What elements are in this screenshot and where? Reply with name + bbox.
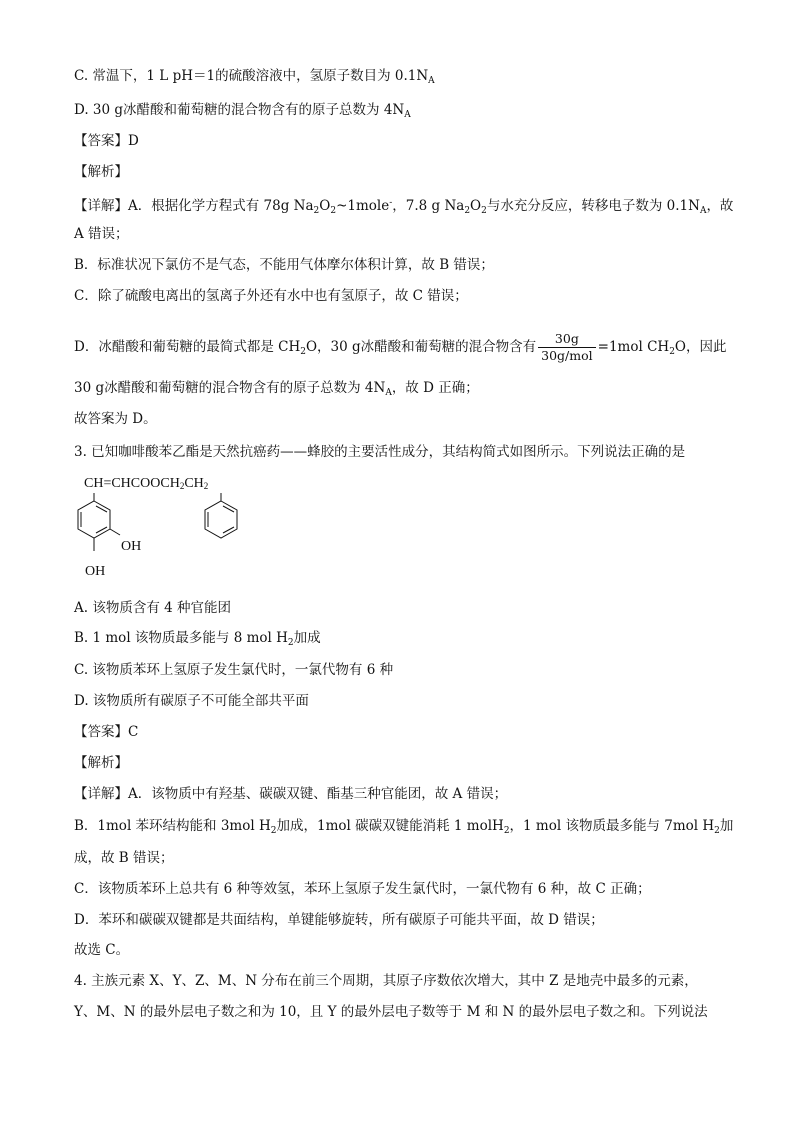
hydroxyl-label-1: OH (121, 539, 142, 554)
q3-option-a: A. 该物质含有 4 种官能团 (74, 600, 232, 616)
q3-answer: 【答案】C (74, 724, 139, 740)
q3-detail-d: D．苯环和碳碳双键都是共面结构，单键能够旋转，所有碳原子可能共平面，故 D 错误； (74, 912, 604, 928)
q2-analysis-label: 【解析】 (74, 164, 128, 180)
fraction-denominator: 30g/mol (541, 348, 593, 363)
side-chain-label: $CH=CHCOOCH_2CH_2$ (84, 476, 209, 491)
q3-option-d: D. 该物质所有碳原子不可能全部共平面 (74, 693, 309, 709)
q3-option-c: C. 该物质苯环上氢原子发生氯代时，一氯代物有 6 种 (74, 662, 394, 678)
fraction-numerator: 30g (538, 331, 596, 348)
q3-conclusion: 故选 C。 (74, 942, 130, 958)
q3-option-b: B. 1 mol 该物质最多能与 8 mol $H_2$加成 (74, 630, 321, 648)
fraction (538, 331, 596, 364)
q3-detail-b: B．1mol 苯环结构能和 3mol $H_2$加成，1mol 碳碳双键能消耗 1 molH$_2$，1 mol 该物质最多能与 7mol $H_2$加 (74, 818, 734, 836)
q2-detail-d: D．冰醋酸和葡萄糖的最简式都是 $CH_2O$，30 g冰醋酸和葡萄糖的混合物含有 $\frac{30g}{\text{30g/mol}}$ =1mol $CH_2O$，因此 (74, 331, 727, 363)
q2-conclusion: 故答案为 D。 (74, 411, 157, 427)
q3-analysis-label: 【解析】 (74, 755, 128, 771)
q2-option-d: D. 30 g冰醋酸和葡萄糖的混合物含有的原子总数为 $4N_A$ (74, 102, 411, 120)
q3-detail-b-cont: 成，故 B 错误； (74, 850, 174, 866)
q4-stem-line-1: 4. 主族元素 X、Y、Z、M、N 分布在前三个周期，其原子序数依次增大，其中 Z 是地壳中最多的元素， (74, 973, 698, 989)
q2-detail-b: B．标准状况下氯仿不是气态，不能用气体摩尔体积计算，故 B 错误； (74, 257, 494, 273)
hydroxyl-label-2: OH (85, 564, 106, 579)
q3-stem: 3. 已知咖啡酸苯乙酯是天然抗癌药——蜂胶的主要活性成分，其结构简式如图所示。下列说法正确的是 (74, 444, 686, 460)
q2-detail-a: 【详解】A．根据化学方程式有 78g $Na_2O_2\sim 1mole^-$，7.8 g $Na_2O_2$与水充分反应，转移电子数为 $0.1N_A$，故 (74, 198, 734, 216)
q2-answer: 【答案】D (74, 133, 139, 149)
q3-detail-a: 【详解】A．该物质中有羟基、碳碳双键、酯基三种官能团，故 A 错误； (74, 786, 508, 802)
q2-detail-c: C．除了硫酸电离出的氢离子外还有水中也有氢原子，故 C 错误； (74, 288, 468, 304)
structural-formula (76, 473, 276, 585)
q2-detail-d-cont: 30 g冰醋酸和葡萄糖的混合物含有的原子总数为 $4N_A$，故 D 正确； (74, 380, 479, 398)
q2-detail-a-cont: A 错误； (74, 226, 129, 242)
q4-stem-line-2: Y、M、N 的最外层电子数之和为 10，且 Y 的最外层电子数等于 M 和 N 的最外层电子数之和。下列说法 (74, 1004, 708, 1020)
q2-option-c: C. 常温下，1 L pH＝1的硫酸溶液中，氢原子数目为 $0.1N_A$ (74, 68, 435, 86)
q3-detail-c: C．该物质苯环上总共有 6 种等效氢，苯环上氢原子发生氯代时，一氯代物有 6 种，故 C 正确； (74, 881, 651, 897)
